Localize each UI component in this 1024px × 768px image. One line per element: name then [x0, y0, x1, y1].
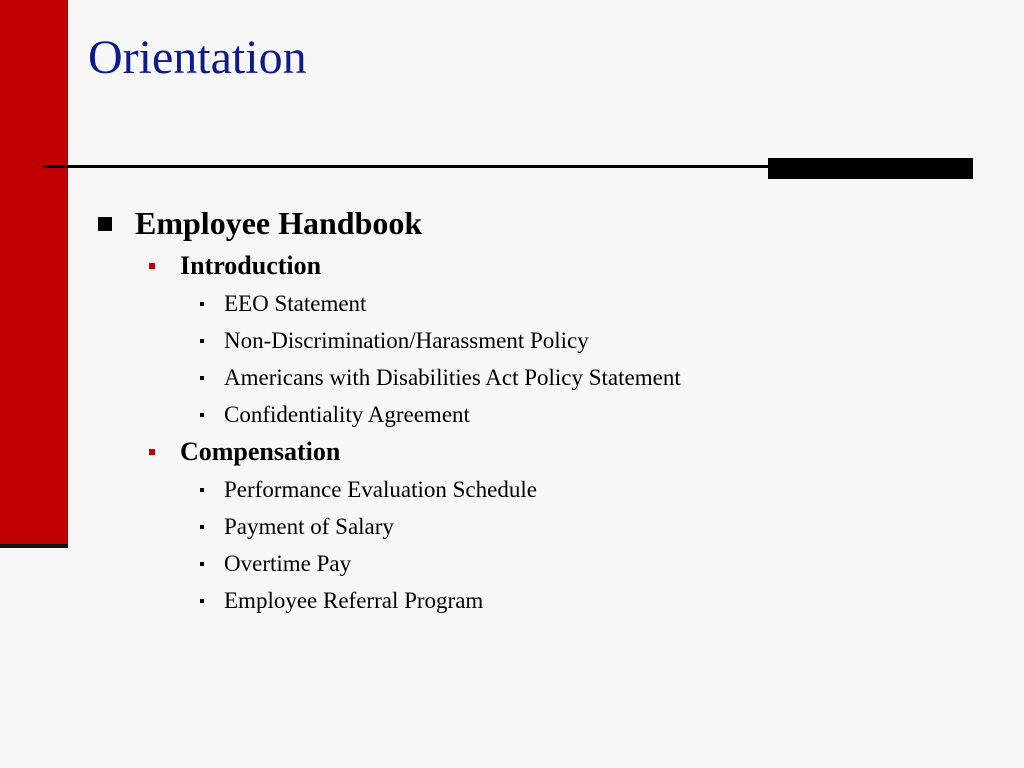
- list-item: [98, 285, 978, 322]
- title-rule-thick: [768, 158, 973, 179]
- list-item-label: EEO Statement: [224, 291, 367, 316]
- small-square-bullet-icon: [200, 339, 204, 343]
- slide-title: Orientation: [88, 31, 307, 84]
- list-item: [98, 582, 978, 619]
- section-introduction: [98, 247, 978, 433]
- red-square-bullet-icon: [149, 263, 155, 269]
- slide-content: [98, 203, 978, 619]
- list-item-label: Payment of Salary: [224, 514, 394, 539]
- red-square-bullet-icon: [149, 449, 155, 455]
- small-square-bullet-icon: [200, 599, 204, 603]
- small-square-bullet-icon: [200, 488, 204, 492]
- small-square-bullet-icon: [200, 525, 204, 529]
- list-item-label: Overtime Pay: [224, 551, 352, 576]
- small-square-bullet-icon: [200, 302, 204, 306]
- bullet-employee-handbook: [98, 203, 978, 247]
- list-item-label: Americans with Disabilities Act Policy Statement: [224, 365, 681, 390]
- list-item: [98, 471, 978, 508]
- small-square-bullet-icon: [200, 413, 204, 417]
- accent-bar: [0, 0, 68, 545]
- list-item: [98, 322, 978, 359]
- small-square-bullet-icon: [200, 562, 204, 566]
- section-compensation: [98, 433, 978, 619]
- section-heading: [98, 247, 978, 285]
- list-item-label: Non-Discrimination/Harassment Policy: [224, 328, 589, 353]
- list-item: [98, 508, 978, 545]
- list-item: [98, 359, 978, 396]
- section-label: Compensation: [180, 437, 341, 466]
- section-label: Introduction: [180, 251, 322, 280]
- small-square-bullet-icon: [200, 376, 204, 380]
- list-item-label: Performance Evaluation Schedule: [224, 477, 537, 502]
- list-item: [98, 396, 978, 433]
- accent-bar-base: [0, 544, 68, 548]
- title-rule-thin: [43, 165, 771, 168]
- list-item: [98, 545, 978, 582]
- bullet-label: Employee Handbook: [135, 205, 423, 241]
- list-item-label: Confidentiality Agreement: [224, 402, 470, 427]
- section-heading: [98, 433, 978, 471]
- square-bullet-icon: [98, 217, 112, 231]
- list-item-label: Employee Referral Program: [224, 588, 484, 613]
